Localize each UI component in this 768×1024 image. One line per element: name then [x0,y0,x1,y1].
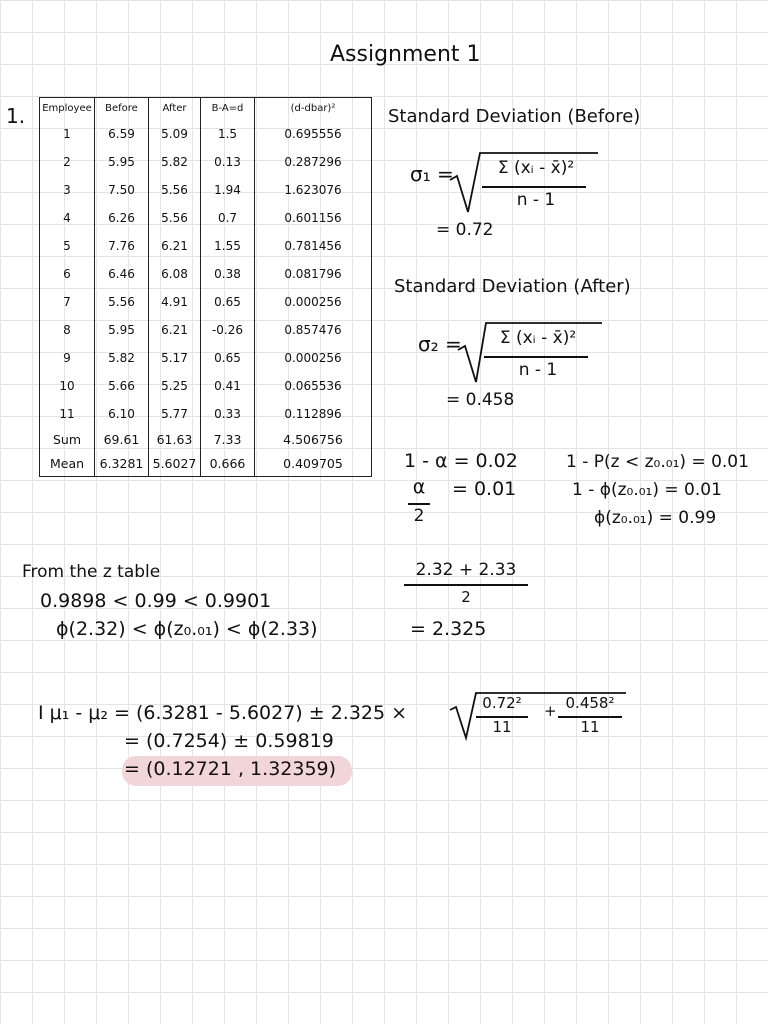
alpha-half-denominator: 2 [413,506,425,526]
zavg-result: = 2.325 [410,618,487,640]
cell: 0.695556 [255,120,372,148]
cell: 0.65 [201,344,255,372]
sd-after-denominator: n - 1 [518,360,558,380]
mean-row [40,452,372,477]
table-row [40,204,372,232]
cell: 5.66 [95,372,149,400]
cell: 8 [40,316,95,344]
ztable-heading: From the z table [22,562,161,582]
header-difference: B-A=d [201,98,255,121]
sd-after-heading: Standard Deviation (After) [394,276,631,297]
question-number: 1. [6,104,26,128]
cell: 0.081796 [255,260,372,288]
cell: 7.76 [95,232,149,260]
cell: 10 [40,372,95,400]
cell: 5.82 [149,148,201,176]
cell: 5.6027 [149,452,201,477]
cell: 0.41 [201,372,255,400]
zavg-fraction-bar [404,584,528,586]
cell: 5.77 [149,400,201,428]
table-row [40,260,372,288]
interval-lhs: I μ₁ - μ₂ = (6.3281 - 5.6027) ± 2.325 × [38,702,408,724]
cell: 5.56 [149,204,201,232]
sd-after-fraction-bar [484,356,588,358]
cell: 6.08 [149,260,201,288]
cell: -0.26 [201,316,255,344]
sd-after-result: = 0.458 [446,390,515,410]
alpha-half-fraction-bar [408,503,430,505]
cell: Sum [40,428,95,452]
sd-before-denominator: n - 1 [516,190,556,210]
cell: 0.857476 [255,316,372,344]
cell: 0.13 [201,148,255,176]
sd-after-numerator: Σ (xᵢ - x̄)² [499,328,577,348]
table-header-row [40,98,372,121]
cell: 5.09 [149,120,201,148]
table-row [40,316,372,344]
alpha-line: 1 - α = 0.02 [404,450,518,472]
cell: 5.82 [95,344,149,372]
interval-frac1-numerator: 0.72² [482,694,522,712]
cell: 3 [40,176,95,204]
ztable-line-2: ϕ(2.32) < ϕ(z₀.₀₁) < ϕ(2.33) [56,618,318,640]
interval-frac2-numerator: 0.458² [565,694,615,712]
cell: 6 [40,260,95,288]
cell: 0.33 [201,400,255,428]
interval-frac2-denominator: 11 [580,718,600,736]
table-row [40,232,372,260]
cell: 5.95 [95,316,149,344]
cell: 0.287296 [255,148,372,176]
cell: 0.000256 [255,344,372,372]
header-employee: Employee [40,98,95,121]
cell: 4.506756 [255,428,372,452]
cell: 5.56 [149,176,201,204]
ztable-line-1: 0.9898 < 0.99 < 0.9901 [40,590,272,612]
zavg-denominator: 2 [461,588,471,606]
interval-plus: + [544,702,557,720]
table-row [40,344,372,372]
header-squared-deviation: (d-dbar)² [255,98,372,121]
cell: 0.112896 [255,400,372,428]
cell: 1.623076 [255,176,372,204]
table-row [40,372,372,400]
cell: 0.781456 [255,232,372,260]
cell: 6.10 [95,400,149,428]
table-row [40,120,372,148]
table-row [40,176,372,204]
cell: 0.38 [201,260,255,288]
table-row [40,288,372,316]
cell: 69.61 [95,428,149,452]
cell: 0.409705 [255,452,372,477]
header-after: After [149,98,201,121]
cell: 61.63 [149,428,201,452]
cell: 11 [40,400,95,428]
interval-frac1-denominator: 11 [492,718,512,736]
alpha-half-value: = 0.01 [452,478,517,500]
cell: 7.33 [201,428,255,452]
cell: Mean [40,452,95,477]
cell: 7 [40,288,95,316]
cell: 1.94 [201,176,255,204]
cell: 1 [40,120,95,148]
cell: 0.601156 [255,204,372,232]
cell: 1.5 [201,120,255,148]
cell: 6.46 [95,260,149,288]
cell: 0.65 [201,288,255,316]
sd-before-fraction-bar [482,186,586,188]
alpha-half-numerator: α [412,476,426,498]
interval-result: = (0.12721 , 1.32359) [124,758,337,780]
table-row [40,400,372,428]
cell: 5.17 [149,344,201,372]
sd-before-result: = 0.72 [436,220,494,240]
sd-before-symbol: σ₁ = [410,162,454,186]
cell: 4 [40,204,95,232]
cell: 6.21 [149,232,201,260]
cell: 1.55 [201,232,255,260]
cell: 5.25 [149,372,201,400]
cell: 0.000256 [255,288,372,316]
cell: 0.666 [201,452,255,477]
cell: 6.26 [95,204,149,232]
interval-line-2: = (0.7254) ± 0.59819 [124,730,334,752]
cell: 5.95 [95,148,149,176]
cell: 7.50 [95,176,149,204]
cell: 6.21 [149,316,201,344]
zavg-numerator: 2.32 + 2.33 [415,560,517,580]
table-row [40,148,372,176]
cell: 6.59 [95,120,149,148]
header-before: Before [95,98,149,121]
cell: 4.91 [149,288,201,316]
page-title: Assignment 1 [330,42,481,67]
sd-before-heading: Standard Deviation (Before) [388,106,641,127]
cell: 5.56 [95,288,149,316]
prob-line-1: 1 - P(z < z₀.₀₁) = 0.01 [566,452,749,472]
cell: 2 [40,148,95,176]
cell: 0.065536 [255,372,372,400]
prob-line-2: 1 - ϕ(z₀.₀₁) = 0.01 [572,480,722,500]
sum-row [40,428,372,452]
data-table [39,97,372,477]
sd-after-symbol: σ₂ = [418,332,462,356]
sd-before-numerator: Σ (xᵢ - x̄)² [497,158,575,178]
cell: 5 [40,232,95,260]
cell: 6.3281 [95,452,149,477]
prob-line-3: ϕ(z₀.₀₁) = 0.99 [594,508,717,528]
cell: 0.7 [201,204,255,232]
cell: 9 [40,344,95,372]
